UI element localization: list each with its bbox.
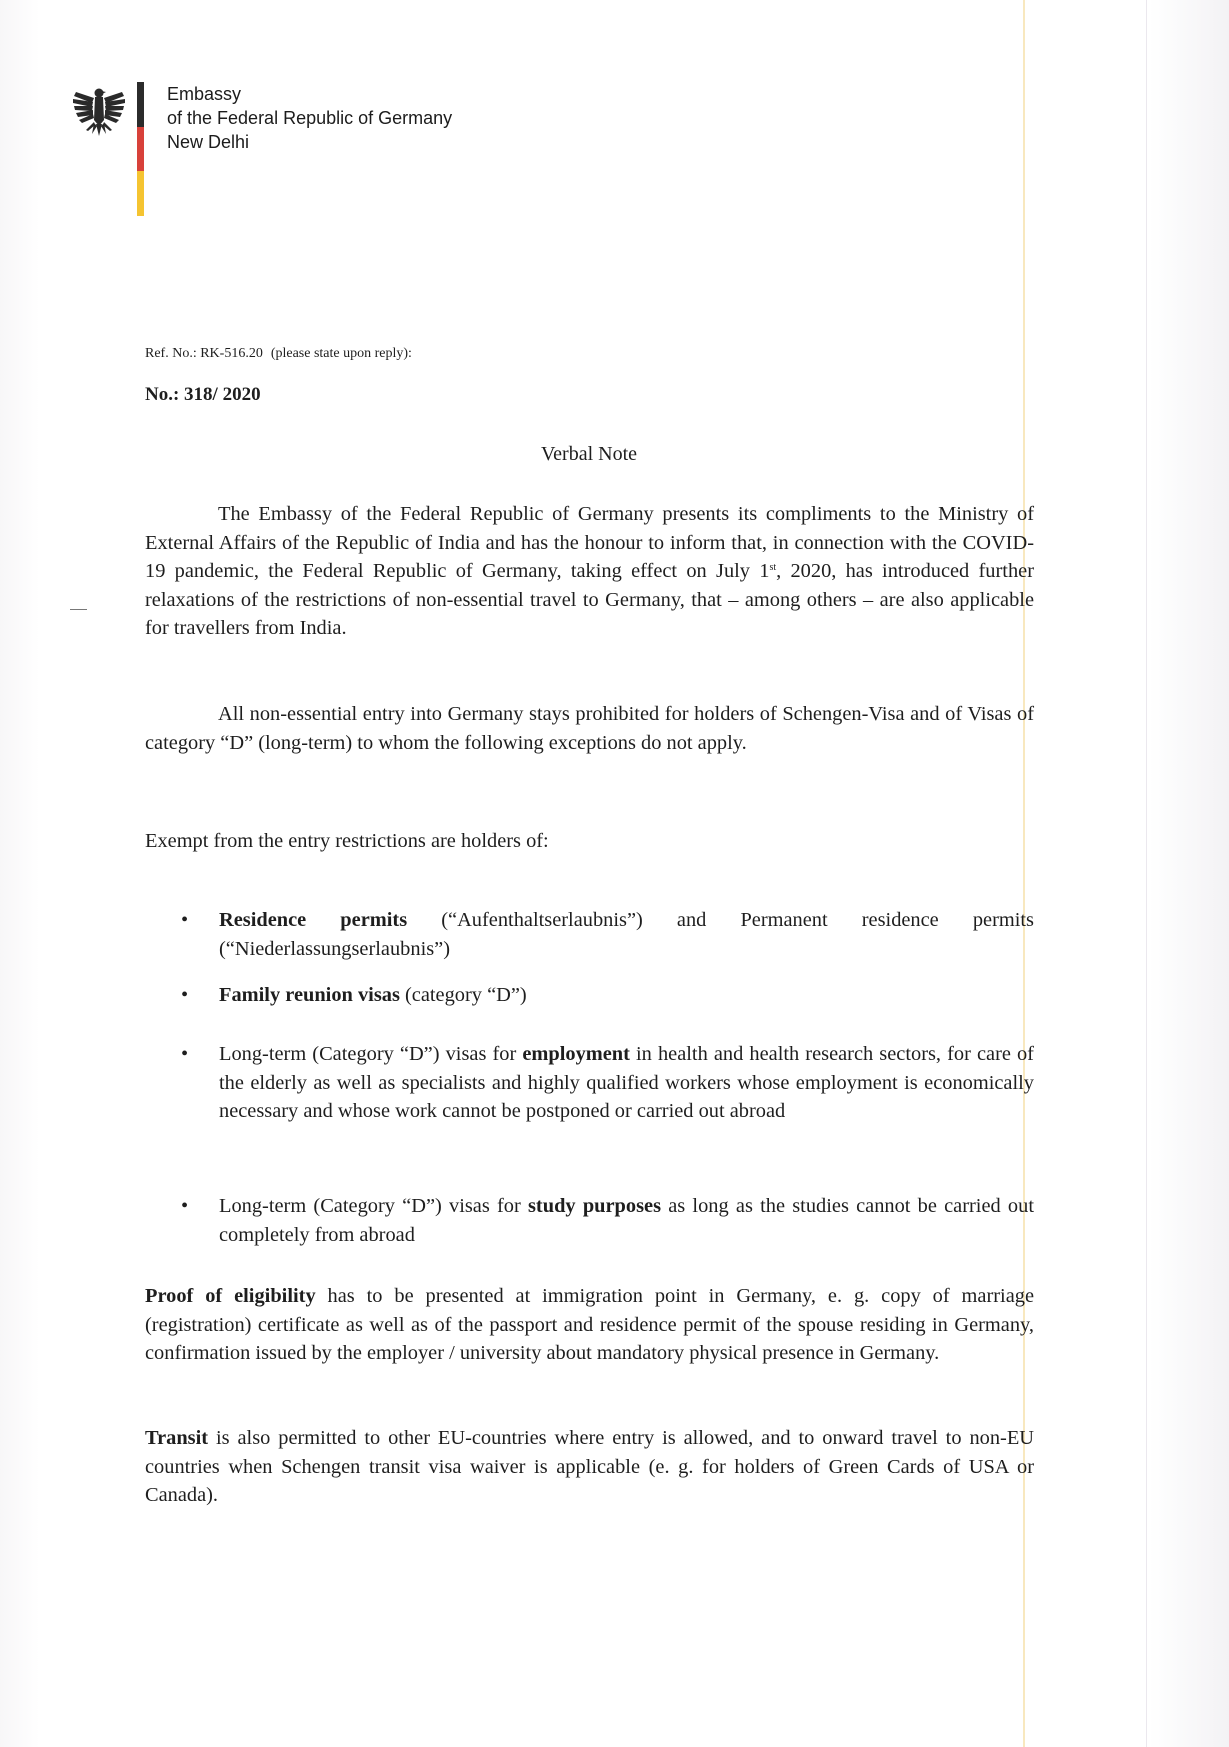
reference-number: Ref. No.: RK-516.20: [145, 346, 263, 361]
exemption-list-item: [145, 1192, 1034, 1249]
letterhead: [167, 82, 452, 154]
exemption-list-item: [145, 1040, 1034, 1126]
bullet-icon: •: [181, 1195, 189, 1217]
exempt-intro-text: Exempt from the entry restrictions are holders of:: [145, 830, 549, 852]
prohibition-paragraph: [145, 700, 1034, 757]
exemption-detail: in health and health research sectors, for care of the elderly as well as specialists and highly qualified workers whose employment is economically necessary and whose work cannot be postponed or carried out abroad: [219, 1043, 1034, 1122]
exemption-keyword: Family reunion visas: [219, 984, 400, 1006]
intro-paragraph: [145, 500, 1034, 643]
transit-text: is also permitted to other EU-countries where entry is allowed, and to onward travel to non-EU countries when Schengen transit visa waiver is applicable (e. g. for holders of Green Cards of USA or Canada).: [145, 1427, 1034, 1506]
letterhead-line: Embassy: [167, 84, 242, 104]
prohibition-text: All non-essential entry into Germany stays prohibited for holders of Schengen-Visa and of Visas of category “D” (long-term) to whom the following exceptions do not apply.: [145, 703, 1034, 754]
transit-keyword: Transit: [145, 1427, 209, 1449]
letterhead-line: of the Federal Republic of Germany: [167, 108, 453, 128]
exemption-list-item: [145, 906, 1034, 963]
exemption-prefix: Long-term (Category “D”) visas for: [219, 1043, 523, 1065]
bullet-icon: •: [181, 909, 189, 931]
exemption-prefix: Long-term (Category “D”) visas for: [219, 1195, 528, 1217]
scan-artifact-line: [1146, 0, 1147, 1747]
exemption-keyword: employment: [522, 1043, 630, 1065]
reference-instruction: (please state upon reply):: [270, 346, 412, 361]
proof-keyword: Proof of eligibility: [145, 1285, 316, 1307]
flag-stripe-red: [137, 127, 144, 172]
exemption-detail: as long as the studies cannot be carried out completely from abroad: [219, 1195, 1034, 1246]
margin-fold-mark: [70, 609, 87, 610]
flag-stripe-black: [137, 82, 144, 127]
letterhead-line: New Delhi: [167, 132, 250, 152]
exemption-detail: (category “D”): [399, 984, 527, 1006]
exemption-keyword: study purposes: [528, 1195, 662, 1217]
reference-line: [145, 346, 412, 362]
federal-eagle-icon: [70, 84, 128, 142]
bullet-icon: •: [181, 1043, 189, 1065]
intro-text-continued: , 2020, has introduced further relaxations of the restrictions of non-essential travel to Germany, that – among others – are also applicable for travellers from India.: [145, 560, 1034, 639]
ordinal-suffix: st: [769, 562, 777, 573]
intro-text: The Embassy of the Federal Republic of Germany presents its compliments to the Ministry of External Affairs of the Republic of India and has the honour to inform that, in connection with the COVID-19 pandemic, the Federal Republic of Germany, taking effect on July 1: [145, 503, 1034, 582]
transit-paragraph: [145, 1424, 1034, 1510]
proof-paragraph: [145, 1282, 1034, 1368]
flag-stripe-gold: [137, 171, 144, 216]
exemption-list-item: [145, 981, 1034, 1010]
document-title: Verbal Note: [540, 443, 638, 465]
scan-shadow-left: [0, 0, 40, 1747]
exemption-keyword: Residence permits: [219, 909, 408, 931]
bullet-icon: •: [181, 984, 189, 1006]
note-number: No.: 318/ 2020: [145, 384, 261, 405]
proof-text: has to be presented at immigration point in Germany, e. g. copy of marriage (registration) certificate as well as of the passport and residence permit of the spouse residing in Germany, confirmation issued by the employer / university about mandatory physical presence in Germany.: [145, 1285, 1034, 1364]
exemption-detail: (“Aufenthaltserlaubnis”) and Permanent residence permits (“Niederlassungserlaubnis”): [219, 909, 1034, 960]
german-flag-bar: [137, 82, 144, 216]
exempt-intro-paragraph: [145, 827, 1034, 856]
scan-shadow-right: [1149, 0, 1229, 1747]
